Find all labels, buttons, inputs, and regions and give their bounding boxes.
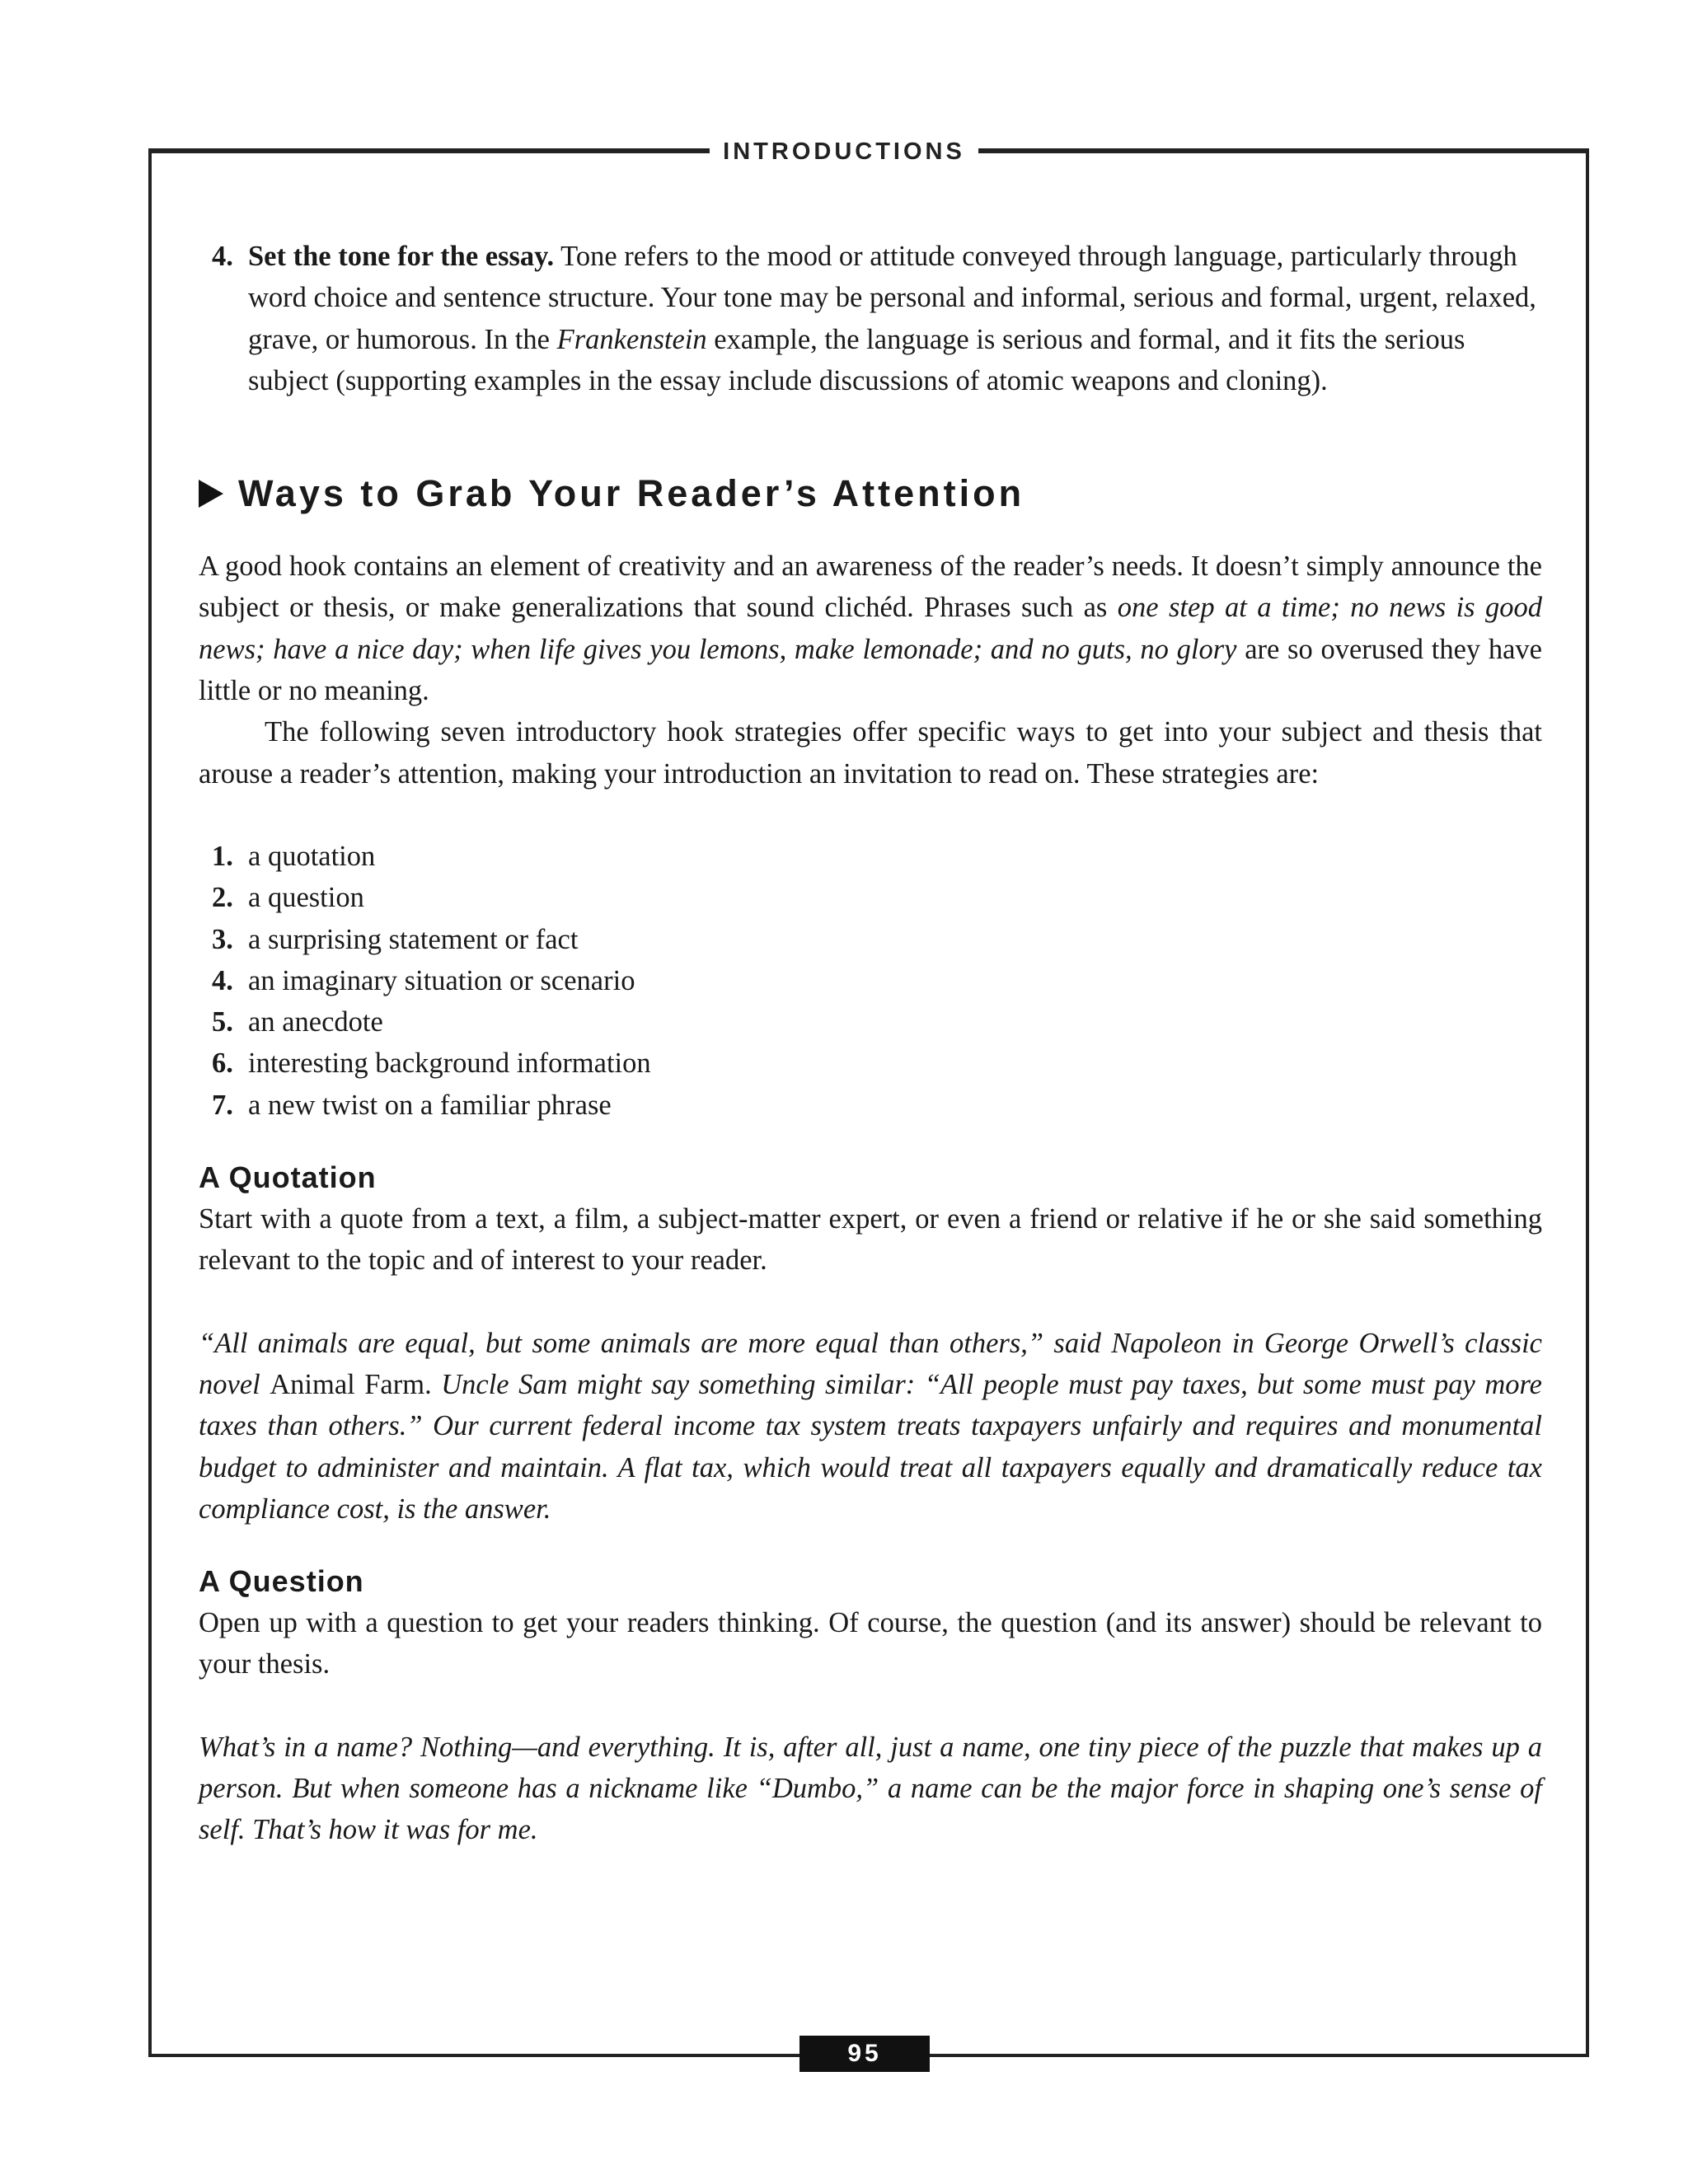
question-example: What’s in a name? Nothing—and everything. It is, after all, just a name, one tiny piece of the puzzle that makes up a person. But when someone has a nickname like “Dumbo,” a name can be the major force in shaping one’s sense of self. That’s how it was for me. xyxy=(199,1731,1542,1846)
item-number: 4. xyxy=(212,241,233,272)
item-text: Tone refers to the mood or attitude conveyed through language, particularly through word choice and sentence structure. Your tone may be personal and informal, serious and formal, urgent, relaxed, grave, or humorous. In the xyxy=(248,241,1536,355)
strategy-list xyxy=(199,836,1542,1126)
quotation-heading: A Quotation xyxy=(199,1160,377,1195)
list-text: a quotation xyxy=(248,840,376,872)
page-number: 95 xyxy=(799,2036,930,2072)
example-text: “All animals are equal, but some animals are more equal than others,” said Napoleon in George Orwell’s classic novel xyxy=(199,1327,1542,1400)
cliche-phrases: one step at a time; no news is good news; have a nice day; when life gives you lemons, make lemonade; and no guts, no glory xyxy=(199,592,1542,665)
list-number: 3. xyxy=(212,923,233,955)
list-number: 4. xyxy=(212,964,233,996)
novel-title: Animal Farm. xyxy=(270,1368,432,1400)
item-text-continued: example, the language is serious and formal, and it fits the serious subject (supporting examples in the essay include discussions of atomic weapons and cloning). xyxy=(248,323,1465,396)
item-lead: Set the tone for the essay. xyxy=(248,241,555,272)
question-body: Open up with a question to get your readers thinking. Of course, the question (and its answer) should be relevant to your thesis. xyxy=(199,1607,1542,1680)
paragraph-text-end: are so overused they have little or no meaning. xyxy=(199,633,1542,707)
list-number: 6. xyxy=(212,1047,233,1080)
paragraph-text: A good hook contains an element of creativity and an awareness of the reader’s needs. It doesn’t simply announce the subject or thesis, or make generalizations that sound clichéd. Phrases such as xyxy=(199,551,1542,624)
list-text: a new twist on a familiar phrase xyxy=(248,1089,612,1121)
list-text: a surprising statement or fact xyxy=(248,923,579,955)
list-text: an imaginary situation or scenario xyxy=(248,964,635,996)
strategies-paragraph: The following seven introductory hook strategies offer specific ways to get into your subject and thesis that arouse a reader’s attention, making your introduction an invitation to read on. These strategies are: xyxy=(199,716,1542,790)
list-number: 5. xyxy=(212,1006,233,1038)
question-heading: A Question xyxy=(199,1564,364,1599)
quotation-body: Start with a quote from a text, a film, a subject-matter expert, or even a friend or relative if he or she said something relevant to the topic and of interest to your reader. xyxy=(199,1203,1542,1277)
list-item xyxy=(199,836,1542,877)
list-item xyxy=(199,960,1542,1001)
list-text: a question xyxy=(248,882,364,914)
book-title: Frankenstein xyxy=(556,323,707,355)
example-text-continued: Uncle Sam might say something similar: “All people must pay taxes, but some must pay more taxes than others.” Our current federal income tax system treats taxpayers unfairly and requires and monumental budget to administer and maintain. A flat tax, which would treat all taxpayers equally and dramatically reduce tax compliance cost, is the answer. xyxy=(199,1368,1542,1525)
quotation-example xyxy=(199,1323,1542,1530)
list-number: 1. xyxy=(212,840,233,872)
page-content xyxy=(199,236,1542,1879)
list-item xyxy=(199,1001,1542,1043)
list-item xyxy=(199,919,1542,960)
list-item xyxy=(199,1043,1542,1084)
list-text: interesting background information xyxy=(248,1047,651,1080)
list-item xyxy=(199,877,1542,918)
list-item-tone xyxy=(199,236,1542,401)
section-heading-text: Ways to Grab Your Reader’s Attention xyxy=(238,472,1025,515)
running-title: INTRODUCTIONS xyxy=(710,135,978,168)
list-number: 7. xyxy=(212,1089,233,1121)
section-heading xyxy=(199,469,1542,518)
list-text: an anecdote xyxy=(248,1006,383,1038)
list-item xyxy=(199,1085,1542,1126)
list-number: 2. xyxy=(212,882,233,914)
intro-paragraph xyxy=(199,546,1542,711)
arrow-right-icon xyxy=(199,480,223,508)
